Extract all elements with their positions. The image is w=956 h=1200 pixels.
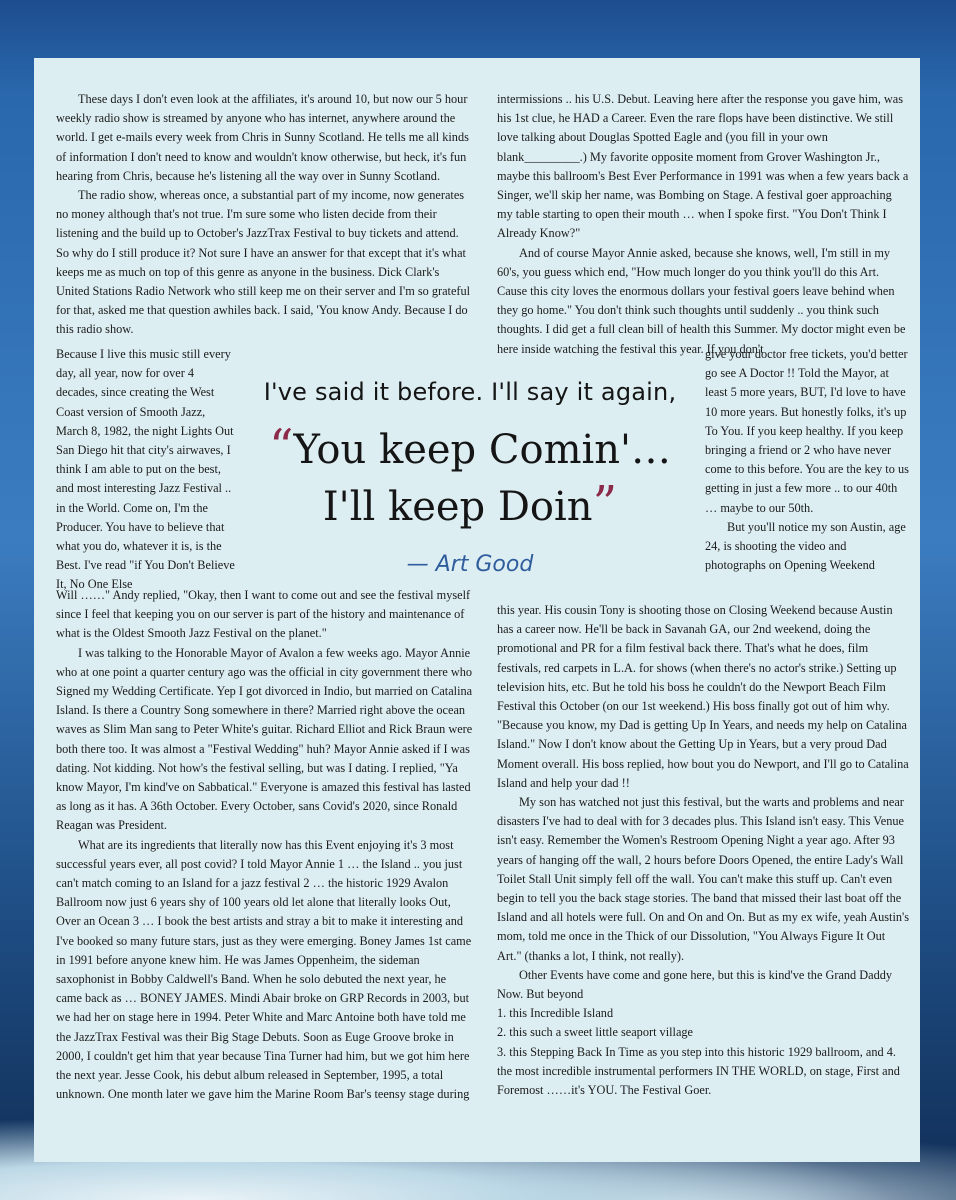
open-quote-mark: “ xyxy=(268,419,294,475)
column-left-wrap xyxy=(56,345,236,595)
list-item: 1. this Incredible Island xyxy=(497,1006,614,1021)
close-quote-mark: ” xyxy=(592,476,618,532)
paragraph: intermissions .. his U.S. Debut. Leaving here after the response you gave him, was his 1st clue, he HAD a Career. Even the rare flops have been distinctive. We still love talking about Douglas Spotted Eagle and (you fill in your own blank_________.) My favorite opposite moment from Grover Washington Jr., maybe this ballroom's Best Ever Performance in 1991 was when a few years back a Singer, we'll skip her name, was Bombing on Stage. A festival goer approaching my table starting to open their mouth … when I spoke first. "You Don't Think I Already Know?" xyxy=(497,92,909,241)
column-right-wrap xyxy=(705,345,910,575)
paragraph: Because I live this music still every day, all year, now for over 4 decades, since creating the West Coast version of Smooth Jazz, March 8, 1982, the night Lights Out San Diego hit that city's airwaves, I think I am able to put on the best, and most interesting Jazz Festival .. in the World. Come on, I'm the Producer. You have to believe that what you do, whatever it is, is the Best. I've read "if You Don't Believe It, No One Else xyxy=(56,347,235,592)
pull-quote-attribution: — Art Good xyxy=(406,552,534,577)
column-right-bottom xyxy=(497,601,910,1100)
pull-quote xyxy=(240,378,700,577)
paragraph: this year. His cousin Tony is shooting those on Closing Weekend because Austin has a career now. He'll be back in Savanah GA, our 2nd weekend, doing the promotional and PR for a film festival back there. That's what he does, film festivals, red carpets in L.A. for shows (when there's no actor's strike.) Setting up television hits, etc. But he told his boss he couldn't do the Newport Beach Film Festival this October (on our 1st weekend.) His boss finally got out of him why. "Because you know, my Dad is getting Up In Years, and needs my help on Catalina Island." Now I don't know about the Getting Up in Years, but a very proud Dad Moment overall. His boss replied, how bout you do Newport, and I'll go to Catalina Island and help your dad !! xyxy=(497,603,909,790)
paragraph: give your doctor free tickets, you'd better go see A Doctor !! Told the Mayor, at least 5 more years, BUT, I'd love to have 10 more years. But honestly folks, it's up To You. If you keep healthy. If you keep bringing a friend or 2 who have never come to this before. You are the key to us getting in just a few more .. to our 40th … maybe to our 50th. xyxy=(705,347,909,515)
pull-quote-main xyxy=(240,420,700,534)
paragraph: Will ……" Andy replied, "Okay, then I want to come out and see the festival myself since I feel that keeping you on our server is part of the history and maintenance of what is the Oldest Smooth Jazz Festival on the planet." xyxy=(56,588,471,641)
paragraph: These days I don't even look at the affiliates, it's around 10, but now our 5 hour weekly radio show is streamed by anyone who has internet, anywhere around the world. I get e-mails every week from Chris in Sunny Scotland. He tells me all kinds of information I don't need to know and wouldn't know otherwise, but heck, it's fun hearing from Chris, because he's listening all the way over in Sunny Scotland. xyxy=(56,92,469,183)
column-left-top xyxy=(56,90,474,340)
list-item: 3. this Stepping Back In Time as you step into this historic 1929 ballroom, and 4. the most incredible instrumental performers IN THE WORLD, on stage, First and Foremost ……it's YOU. The Festival Goer. xyxy=(497,1044,900,1098)
column-left-bottom xyxy=(56,586,474,1104)
column-right-top xyxy=(497,90,910,359)
list-item: 2. this such a sweet little seaport village xyxy=(497,1025,694,1040)
paragraph: The radio show, whereas once, a substantial part of my income, now generates no money although that's not true. I'm sure some who listen decide from their listening and the build up to October's JazzTrax Festival to buy tickets and attend. So why do I still produce it? Not sure I have an answer for that except that it's what keeps me as much on top of this genre as anyone in the business. Dick Clark's United Stations Radio Network who still keep me on their server and I'm so grateful for that, asked me that question awhiles back. I said, 'You know Andy. Because I do this radio show. xyxy=(56,188,471,337)
pull-quote-line-2: I'll keep Doin xyxy=(322,484,593,530)
paragraph: I was talking to the Honorable Mayor of Avalon a few weeks ago. Mayor Annie who at one point a quarter century ago was the official in city government there who Signed my Wedding Certificate. Yep I got divorced in Indio, but married on Catalina Island. Is there a Country Song somewhere in there? Married right above the ocean waves as Slim Man sang to Peter White's guitar. Richard Elliot and Rick Braun were both there too. It was almost a "Festival Wedding" huh? Mayor Annie asked if I was dating. Not kidding. Not how's the festival selling, but was I dating. I replied, "Ya know Mayor, I'm kind've on Sabbatical." Everyone is amazed this festival has lasted as long as it has. A 36th October. Every October, sans Covid's 2020, since Ronald Reagan was President. xyxy=(56,645,473,833)
paragraph: Other Events have come and gone here, but this is kind've the Grand Daddy Now. But beyond xyxy=(497,967,893,1002)
pull-quote-line-1: You keep Comin'… xyxy=(293,427,672,473)
paragraph: My son has watched not just this festival, but the warts and problems and near disasters I've had to deal with for 3 decades plus. This Island isn't easy. This Venue isn't easy. Remember the Women's Restroom Opening Night a year ago. After 93 years of hanging off the wall, 2 hours before Doors Opened, the entire Lady's Wall Toilet Stall Unit simply fell off the wall. You can't make this stuff up. Can't even begin to tell you the back stage stories. The band that missed their last boat off the Island and all hotels were full. On and On and On. But as my ex wife, yeah Austin's mom, told me once in the Thick of our Dissolution, "You Always Figure It Out Art." (thanks a lot, I think, not really). xyxy=(497,795,910,963)
paragraph: What are its ingredients that literally now has this Event enjoying it's 3 most successful years ever, all post covid? I told Mayor Annie 1 … the Island .. you just can't match coming to an Island for a jazz festival 2 … the historic 1929 Avalon Ballroom now just 6 years shy of 100 years old let alone that literally looks Out, Over an Ocean 3 … I book the best artists and stray a bit to make it interesting and I've booked so many future stars, just as they were emerging. Boney James 1st came in 1991 before anyone knew him. He was James Oppenheim, the sideman saxophonist in Bobby Caldwell's Band. When he solo debuted the next year, he came back as … BONEY JAMES. Mindi Abair broke on GRP Records in 2003, but we had her on stage here in 1994. Peter White and Marc Antoine both have told me the JazzTrax Festival was their Big Stage Debuts. Soon as Euge Groove broke in 2000, I couldn't get him that year because Tina Turner had him, but we got him here the next year. Jesse Cook, his debut album released in September, 1995, a total unknown. One month later we gave him the Marine Room Bar's teensy stage during xyxy=(56,837,472,1102)
paragraph: And of course Mayor Annie asked, because she knows, well, I'm still in my 60's, you guess which end, "How much longer do you think you'll do this Art. Cause this city loves the enormous dollars your festival goers leave behind when they go home." You don't think such thoughts until suddenly .. you think such thoughts. I did get a full clean bill of health this Summer. My doctor might even be here inside watching the festival this year. If you don't xyxy=(497,245,906,356)
paragraph: But you'll notice my son Austin, age 24, is shooting the video and photographs on Opening Weekend xyxy=(705,519,906,573)
pull-quote-lead: I've said it before. I'll say it again, xyxy=(263,378,677,406)
